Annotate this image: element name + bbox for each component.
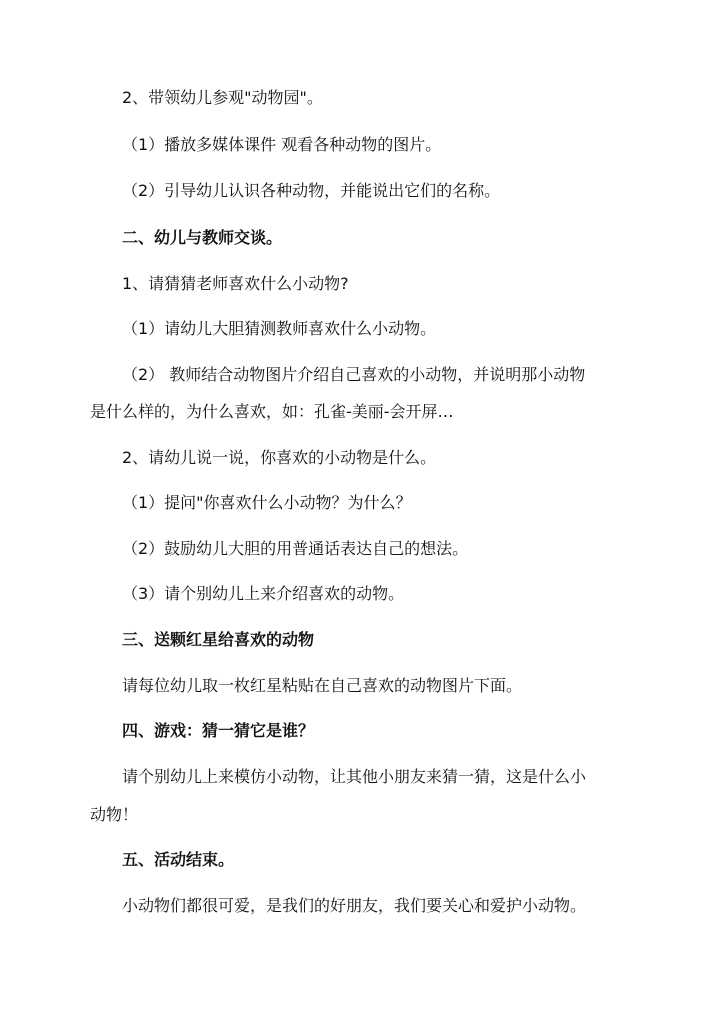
substep-2-teacher-intro: （2） 教师结合动物图片介绍自己喜欢的小动物，并说明那小动物 — [122, 365, 586, 384]
substep-3-introduce: （3）请个别幼儿上来介绍喜欢的动物。 — [122, 584, 405, 603]
substep-2-recognize-animals: （2）引导幼儿认识各种动物，并能说出它们的名称。 — [122, 181, 501, 200]
step-2-visit-zoo: 2、带领幼儿参观"动物园"。 — [122, 88, 323, 107]
section-heading-4: 四、游戏：猜一猜它是谁？ — [122, 721, 315, 740]
substep-2-encourage: （2）鼓励幼儿大胆的用普通话表达自己的想法。 — [122, 539, 469, 558]
step-1-guess-teacher: 1、请猜猜老师喜欢什么小动物? — [122, 274, 349, 293]
paragraph-game: 请个别幼儿上来模仿小动物，让其他小朋友来猜一猜，这是什么小 — [122, 767, 587, 786]
substep-1-multimedia: （1）播放多媒体课件 观看各种动物的图片。 — [122, 135, 442, 154]
paragraph-continuation: 是什么样的，为什么喜欢，如：孔雀-美丽-会开屏… — [90, 402, 454, 421]
section-heading-5: 五、活动结束。 — [122, 850, 235, 869]
section-heading-2: 二、幼儿与教师交谈。 — [122, 228, 283, 247]
step-2-children-say: 2、请幼儿说一说，你喜欢的小动物是什么。 — [122, 448, 437, 467]
paragraph-game-continuation: 动物！ — [90, 805, 139, 824]
section-heading-3: 三、送颗红星给喜欢的动物 — [122, 630, 315, 649]
paragraph-red-star: 请每位幼儿取一枚红星粘贴在自己喜欢的动物图片下面。 — [122, 676, 523, 695]
substep-1-question: （1）提问"你喜欢什么小动物？为什么？ — [122, 493, 412, 512]
paragraph-conclusion: 小动物们都很可爱，是我们的好朋友，我们要关心和爱护小动物。 — [122, 896, 587, 915]
substep-1-guess: （1）请幼儿大胆猜测教师喜欢什么小动物。 — [122, 319, 437, 338]
